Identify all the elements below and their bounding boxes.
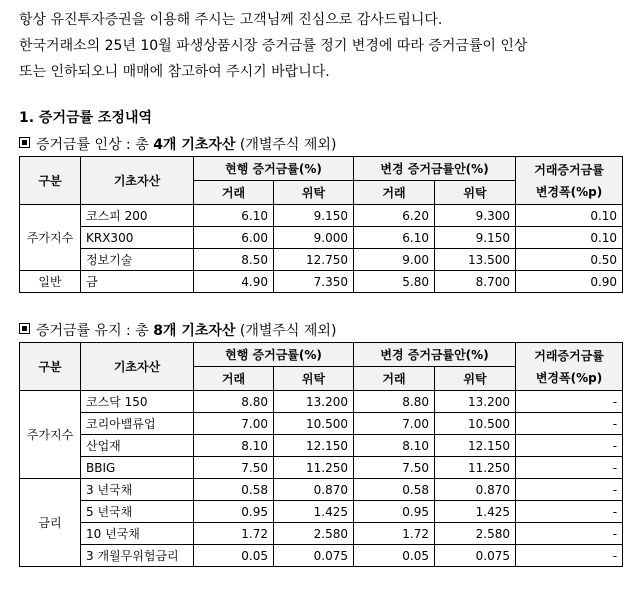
- current-trade-cell: 0.95: [194, 501, 274, 523]
- delta-cell: -: [516, 435, 623, 457]
- header-delta: 거래증거금률 변경폭(%p): [516, 343, 623, 391]
- table-row: [20, 545, 623, 567]
- intro-line-3: 또는 인하되오니 매매에 참고하여 주시기 바랍니다.: [19, 64, 330, 80]
- current-consign-cell: 1.425: [274, 501, 354, 523]
- changed-consign-cell: 1.425: [435, 501, 516, 523]
- header-category: 구분: [20, 157, 81, 205]
- current-trade-cell: 4.90: [194, 271, 274, 293]
- header-changed-consign: 위탁: [435, 181, 516, 205]
- current-trade-cell: 1.72: [194, 523, 274, 545]
- changed-trade-cell: 0.95: [354, 501, 435, 523]
- asset-name-cell: 10 년국채: [81, 523, 194, 545]
- current-consign-cell: 10.500: [274, 413, 354, 435]
- increase-table-body: [20, 205, 623, 293]
- table-row: [20, 523, 623, 545]
- intro-line-2: 한국거래소의 25년 10월 파생상품시장 증거금률 정기 변경에 따라 증거금률이 인상: [19, 38, 528, 54]
- changed-consign-cell: 11.250: [435, 457, 516, 479]
- current-trade-cell: 8.10: [194, 435, 274, 457]
- header-asset: 기초자산: [81, 343, 194, 391]
- header-asset: 기초자산: [81, 157, 194, 205]
- delta-cell: -: [516, 391, 623, 413]
- table-row: [20, 479, 623, 501]
- header-delta: 거래증거금률 변경폭(%p): [516, 157, 623, 205]
- current-consign-cell: 12.750: [274, 249, 354, 271]
- header-current-consign: 위탁: [274, 181, 354, 205]
- increase-subtitle: 증거금률 인상 : 총 4개 기초자산 (개별주식 제외): [19, 134, 336, 154]
- changed-consign-cell: 9.300: [435, 205, 516, 227]
- delta-cell: -: [516, 457, 623, 479]
- changed-trade-cell: 6.10: [354, 227, 435, 249]
- changed-consign-cell: 10.500: [435, 413, 516, 435]
- header-current-trade: 거래: [194, 367, 274, 391]
- changed-trade-cell: 5.80: [354, 271, 435, 293]
- delta-cell: 0.90: [516, 271, 623, 293]
- changed-consign-cell: 12.150: [435, 435, 516, 457]
- asset-name-cell: KRX300: [81, 227, 194, 249]
- asset-name-cell: 코스닥 150: [81, 391, 194, 413]
- maintain-table-body: [20, 391, 623, 567]
- header-category: 구분: [20, 343, 81, 391]
- table-row: [20, 391, 623, 413]
- current-consign-cell: 7.350: [274, 271, 354, 293]
- current-consign-cell: 12.150: [274, 435, 354, 457]
- table-row: [20, 249, 623, 271]
- changed-consign-cell: 8.700: [435, 271, 516, 293]
- changed-consign-cell: 13.500: [435, 249, 516, 271]
- table-row: [20, 271, 623, 293]
- increase-table: [19, 156, 623, 293]
- asset-name-cell: 코스피 200: [81, 205, 194, 227]
- maintain-table: [19, 342, 623, 567]
- current-trade-cell: 8.50: [194, 249, 274, 271]
- header-changed-trade: 거래: [354, 367, 435, 391]
- current-consign-cell: 0.870: [274, 479, 354, 501]
- changed-trade-cell: 8.10: [354, 435, 435, 457]
- current-consign-cell: 13.200: [274, 391, 354, 413]
- header-changed-trade: 거래: [354, 181, 435, 205]
- delta-cell: -: [516, 545, 623, 567]
- group-label: 일반: [20, 271, 81, 293]
- table-row: [20, 501, 623, 523]
- square-bullet-icon: [19, 137, 30, 148]
- changed-trade-cell: 0.05: [354, 545, 435, 567]
- group-label: 주가지수: [20, 391, 81, 479]
- current-trade-cell: 6.10: [194, 205, 274, 227]
- maintain-subtitle: 증거금률 유지 : 총 8개 기초자산 (개별주식 제외): [19, 320, 336, 340]
- table-row: [20, 205, 623, 227]
- header-changed-consign: 위탁: [435, 367, 516, 391]
- current-trade-cell: 7.00: [194, 413, 274, 435]
- table-row: [20, 413, 623, 435]
- asset-name-cell: 산업재: [81, 435, 194, 457]
- current-consign-cell: 11.250: [274, 457, 354, 479]
- current-trade-cell: 6.00: [194, 227, 274, 249]
- current-trade-cell: 7.50: [194, 457, 274, 479]
- current-consign-cell: 9.000: [274, 227, 354, 249]
- delta-cell: 0.10: [516, 205, 623, 227]
- current-consign-cell: 2.580: [274, 523, 354, 545]
- table-row: [20, 227, 623, 249]
- changed-trade-cell: 0.58: [354, 479, 435, 501]
- table-row: [20, 457, 623, 479]
- changed-trade-cell: 7.00: [354, 413, 435, 435]
- square-bullet-icon: [19, 323, 30, 334]
- delta-cell: -: [516, 479, 623, 501]
- changed-trade-cell: 9.00: [354, 249, 435, 271]
- current-consign-cell: 9.150: [274, 205, 354, 227]
- section-title: 1. 증거금률 조정내역: [19, 110, 152, 126]
- changed-consign-cell: 9.150: [435, 227, 516, 249]
- changed-consign-cell: 0.075: [435, 545, 516, 567]
- group-label: 금리: [20, 479, 81, 567]
- header-current: 현행 증거금률(%): [194, 343, 354, 367]
- current-trade-cell: 0.05: [194, 545, 274, 567]
- header-current-trade: 거래: [194, 181, 274, 205]
- header-current-consign: 위탁: [274, 367, 354, 391]
- changed-trade-cell: 1.72: [354, 523, 435, 545]
- header-changed: 변경 증거금률안(%): [354, 157, 516, 181]
- delta-cell: 0.50: [516, 249, 623, 271]
- intro-text: [19, 7, 634, 85]
- asset-name-cell: 5 년국채: [81, 501, 194, 523]
- changed-consign-cell: 13.200: [435, 391, 516, 413]
- header-changed: 변경 증거금률안(%): [354, 343, 516, 367]
- asset-name-cell: 금: [81, 271, 194, 293]
- header-current: 현행 증거금률(%): [194, 157, 354, 181]
- table-row: [20, 435, 623, 457]
- asset-name-cell: 코리아밸류업: [81, 413, 194, 435]
- asset-name-cell: 3 개월무위험금리: [81, 545, 194, 567]
- delta-cell: -: [516, 523, 623, 545]
- changed-consign-cell: 0.870: [435, 479, 516, 501]
- asset-name-cell: 정보기술: [81, 249, 194, 271]
- changed-trade-cell: 6.20: [354, 205, 435, 227]
- current-trade-cell: 8.80: [194, 391, 274, 413]
- intro-line-1: 항상 유진투자증권을 이용해 주시는 고객님께 진심으로 감사드립니다.: [19, 12, 443, 28]
- asset-name-cell: BBIG: [81, 457, 194, 479]
- delta-cell: -: [516, 501, 623, 523]
- changed-trade-cell: 8.80: [354, 391, 435, 413]
- changed-trade-cell: 7.50: [354, 457, 435, 479]
- delta-cell: -: [516, 413, 623, 435]
- changed-consign-cell: 2.580: [435, 523, 516, 545]
- group-label: 주가지수: [20, 205, 81, 271]
- asset-name-cell: 3 년국채: [81, 479, 194, 501]
- current-trade-cell: 0.58: [194, 479, 274, 501]
- delta-cell: 0.10: [516, 227, 623, 249]
- current-consign-cell: 0.075: [274, 545, 354, 567]
